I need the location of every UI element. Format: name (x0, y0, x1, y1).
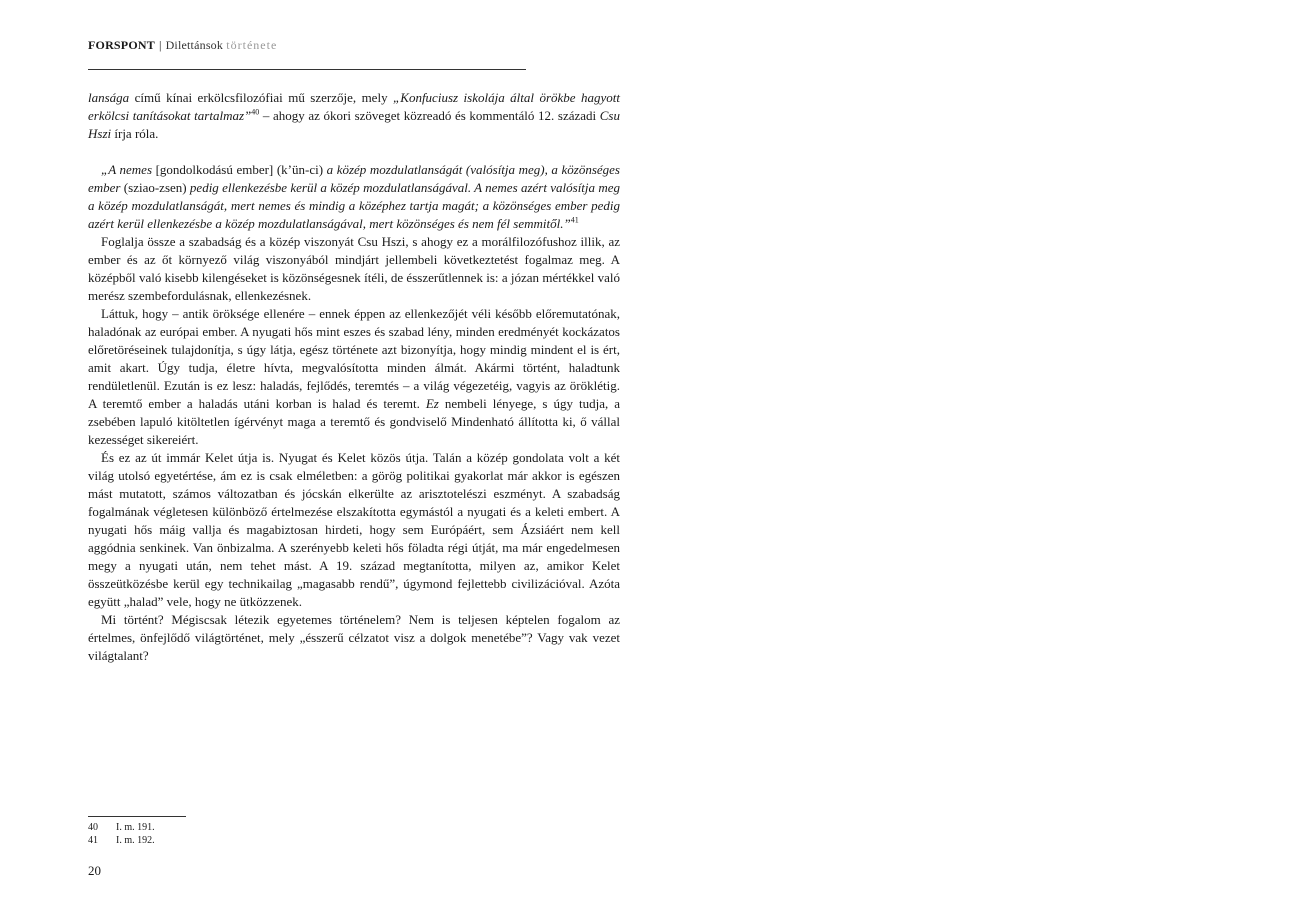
footnote-text: I. m. 191. (116, 822, 155, 833)
running-header (88, 38, 528, 53)
page-number: 20 (88, 863, 101, 878)
footnote-rule (88, 816, 186, 817)
paragraph-2: Foglalja össze a szabadság és a közép viszonyát Csu Hszi, s ahogy ez a morálfilozófushoz illik, az ember és az őt környező világ viszonyából mindjárt jellembeli következtetést fogalmaz meg. A középből való kisebb kilengéseket is közönségesnek ítéli, de ésszerűtlennek is: a józan mértékkel való merész szembefordulásnak, ellenkezésnek. (88, 234, 620, 303)
block-quote: „A nemes [gondolkodású ember] (k’ün-ci) a közép mozdulatlanságát (valósítja meg), a közönséges ember (sziao-zsen) pedig ellenkezésbe kerül a közép mozdulatlanságával. A nemes azért valósítja meg a közép mozdulatlanságát, mert nemes és mindig a középhez tartja magát; a közönséges ember pedig azért kerül ellenkezésbe a közép mozdulatlanságával, mert közönséges és nem fél semmitől.”$^{41}$ (88, 162, 620, 231)
section-title-faint: története (226, 38, 278, 52)
footnote-item (88, 834, 388, 847)
article-body (88, 89, 620, 665)
paragraph-1: lansága című kínai erkölcsfilozófiai mű szerzője, mely „Konfuciusz iskolája által örökbe hagyott erkölcsi tanításokat tartalmaz”$^{40}$ – ahogy az ókori szöveget közreadó és kommentáló 12. századi Csu Hszi írja róla. (88, 90, 621, 141)
journal-title: FORSPONT (88, 38, 155, 52)
footnote-number: 40 (88, 822, 98, 833)
paragraph-4: És ez az út immár Kelet útja is. Nyugat és Kelet közös útja. Talán a közép gondolata volt a két világ utolsó egyetértése, ám ez is csak elméletben: a görög politikai gyakorlat már akkor is egészen mást mutatott, számos változatban és jócskán elkerülte az arisztotelészi eszményt. A szabadság fogalmának végletesen különböző értelmezése elszakította egymástól a nyugati és a keleti embert. A nyugati hős máig vallja és magabiztosan hirdeti, hogy sem Európáért, sem Ázsiáért nem kell aggódnia senkinek. Van önbizalma. A szerényebb keleti hős föladta régi útját, ma már engedelmesen megy a nyugati után, nem tehet mást. A 19. század megtanította, milyen az, amikor Kelet összeütközésbe kerül egy technikailag „magasabb rendű”, úgymond fejlettebb civilizációval. Azóta együtt „halad” vele, hogy ne ütközzenek. (88, 450, 620, 609)
header-rule (88, 69, 526, 70)
footnote-ref-41: 41 (570, 215, 579, 225)
footnotes (88, 821, 388, 847)
section-title: Dilettánsok (165, 38, 224, 52)
header-separator: | (158, 38, 162, 52)
footnote-text: I. m. 192. (116, 835, 155, 846)
footnote-item (88, 821, 388, 834)
footnote-number: 41 (88, 835, 98, 846)
paragraph-5: Mi történt? Mégiscsak létezik egyetemes történelem? Nem is teljesen képtelen fogalom az értelmes, önfejlődő világtörténet, mely „ésszerű célzatot visz a dolgok menetébe”? Vagy vak vezet világtalant? (88, 612, 620, 663)
footnote-ref-40: 40 (251, 107, 260, 117)
paragraph-3: Láttuk, hogy – antik öröksége ellenére – ennek éppen az ellenkezőjét véli később előremutatónak, haladónak az európai ember. A nyugati hős mint eszes és szabad lény, minden eredményét kockázatos előretöréseinek tulajdonítja, s úgy látja, egész története azt bizonyítja, hogy mindig mindent el is ért, amit akart. Úgy tudja, életre hívta, megvalósította minden álmát. Akármi történt, haladtunk rendületlenül. Ezután is ez lesz: haladás, fejlődés, teremtés – a világ végezetéig, vagyis az öröklétig. A teremtő ember a haladás utáni korban is halad és teremt. Ez nembeli lényege, s úgy tudja, a zsebében lapuló kitöltetlen ígérvényt maga a teremtő és gondviselő Mindenható állította ki, ő vállal kezességet sikereiért. (88, 306, 621, 447)
